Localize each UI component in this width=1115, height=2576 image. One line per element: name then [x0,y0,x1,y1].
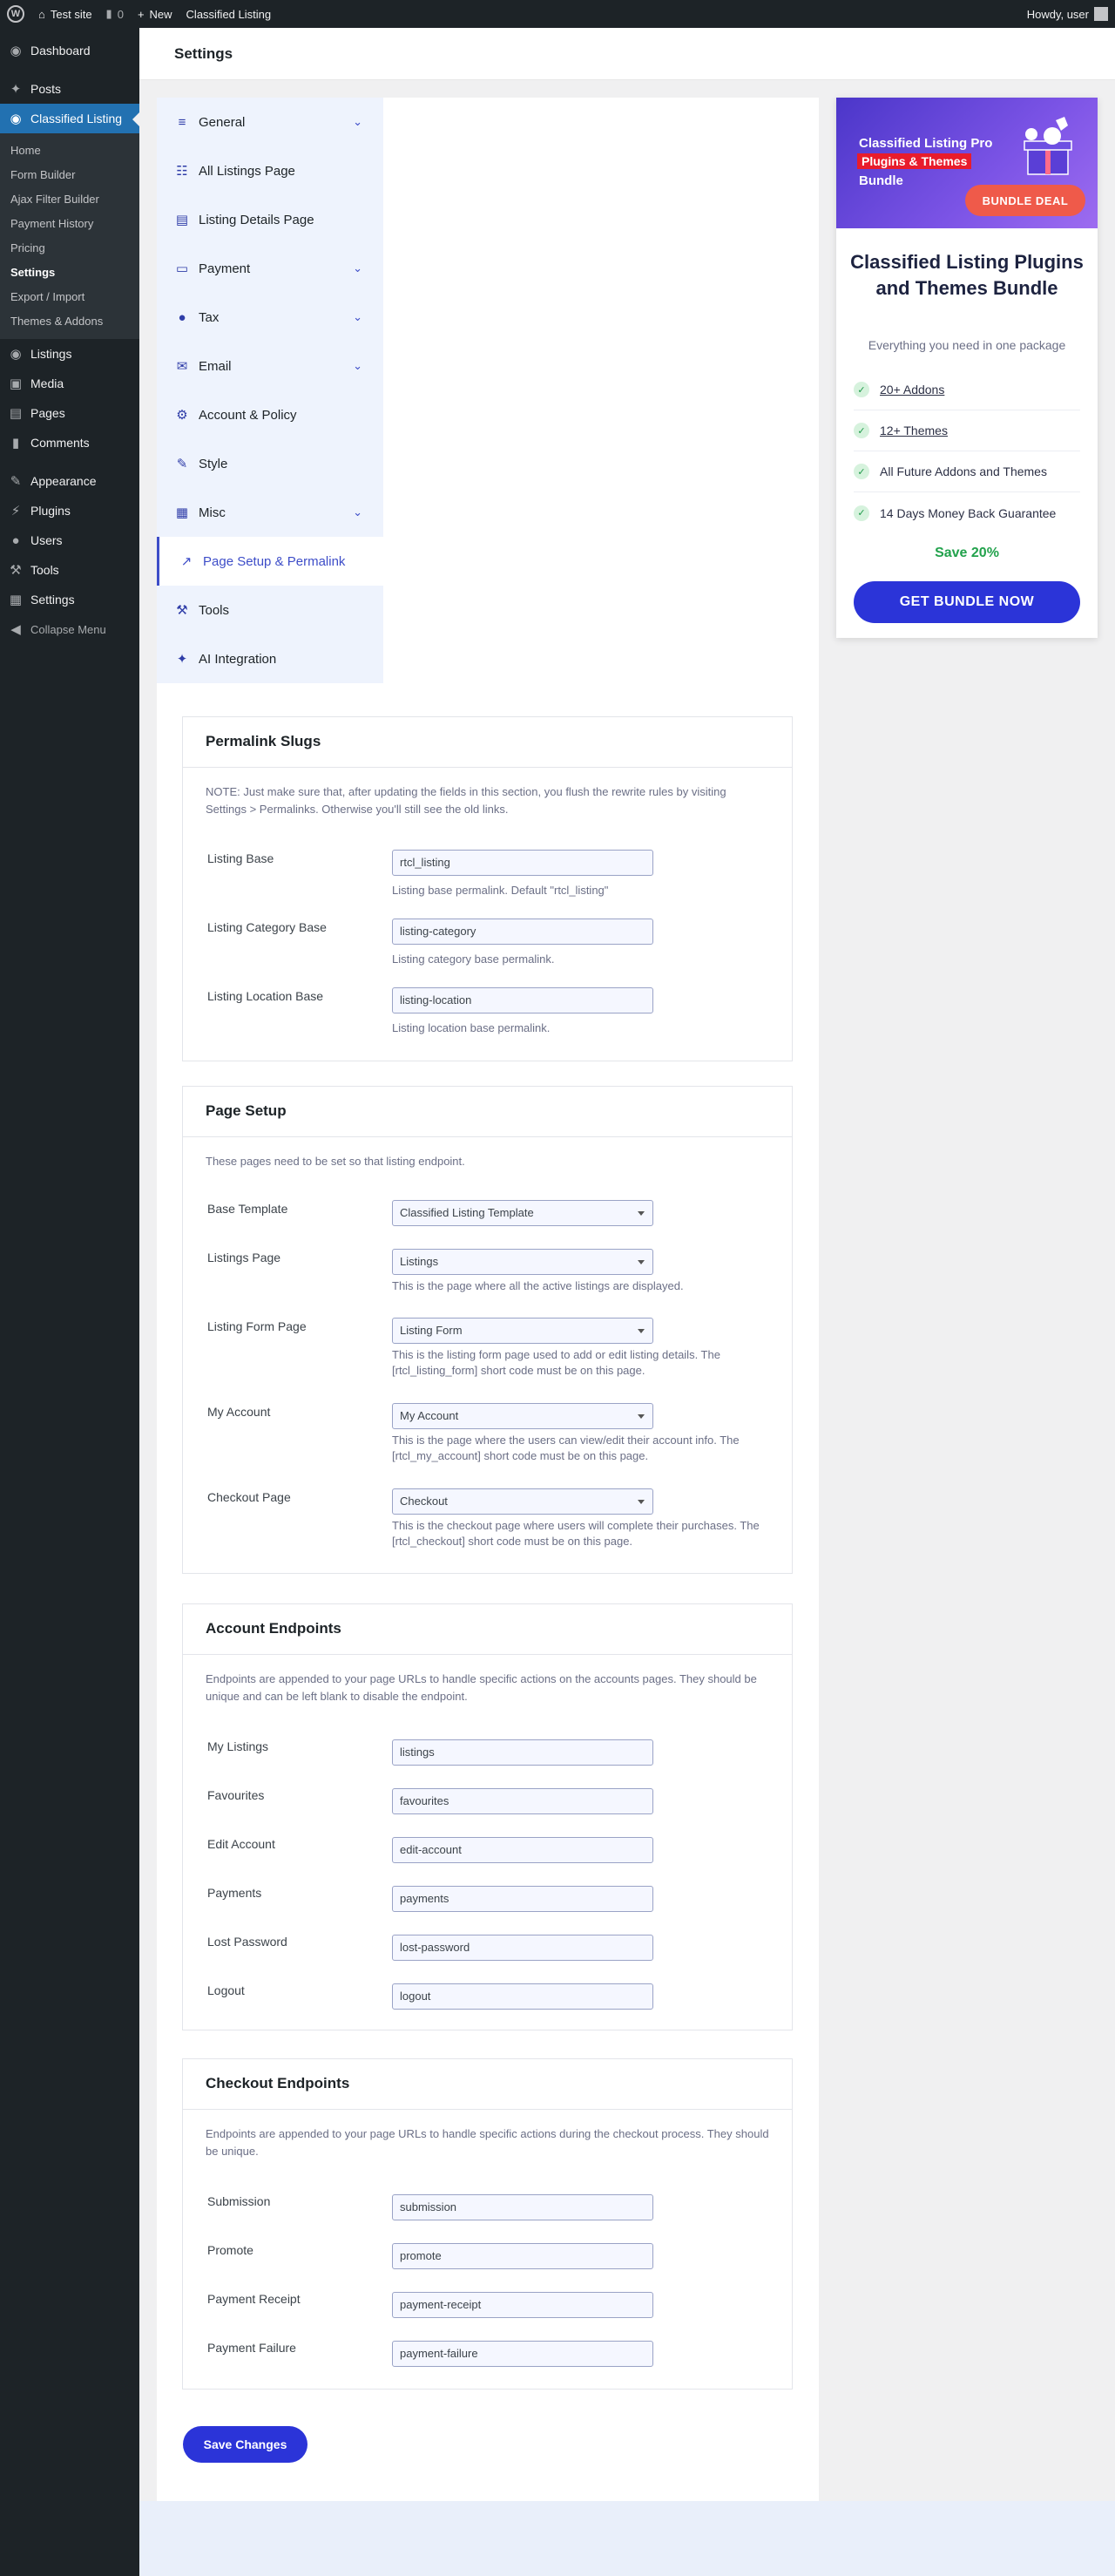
promo-subtitle: Everything you need in one package [868,338,1066,352]
menu-label: Comments [30,436,90,450]
listings-page-select[interactable]: Listings [392,1249,653,1275]
field-label: Listing Location Base [207,989,324,1003]
logout-input[interactable]: logout [392,1983,653,2010]
card-icon: ▭ [175,261,189,276]
list-icon: ☷ [176,164,188,179]
section-note: NOTE: Just make sure that, after updating the fields in this section, you flush the rewrite rules by visiting Settings > Permalinks. Otherwise you'll still see the old links. [206,785,726,816]
tab-label: Misc [199,505,226,520]
feature-future [854,451,1080,492]
listing-category-base-input[interactable]: listing-category [392,919,653,945]
banner-line-3: Bundle [859,173,903,188]
submenu-themes-addons[interactable]: Themes & Addons [10,315,104,328]
promo-title: Classified Listing Plugins and Themes Bundle [850,251,1084,299]
tab-label: Account & Policy [199,407,297,423]
field-desc: This is the page where all the active listings are displayed. [392,1279,684,1292]
section-title: Checkout Endpoints [183,2059,792,2110]
field-label: Payment Failure [207,2341,296,2355]
chevron-down-icon: ⌄ [353,310,362,323]
field-label: My Listings [207,1739,269,1753]
tab-misc[interactable] [157,488,383,537]
comment-icon: ▮ [105,7,112,20]
section-note: These pages need to be set so that listing endpoint. [206,1155,465,1168]
trend-icon: ↗ [180,554,193,569]
field-label: Payment Receipt [207,2292,301,2306]
promo-box [836,98,1098,638]
payment-failure-input[interactable]: payment-failure [392,2341,653,2367]
promote-input[interactable]: promote [392,2243,653,2269]
new-content-link[interactable] [131,0,179,28]
field-desc: This is the listing form page used to add or edit listing details. The [rtcl_listing_form] short code must be on this page. [392,1348,720,1377]
check-icon: ✓ [854,382,869,397]
wrench-icon: ⚒ [176,603,188,618]
user-icon: ● [11,532,20,548]
settings-panel [157,98,819,2501]
menu-label: Classified Listing [30,112,123,125]
menu-label: Media [30,376,64,390]
submenu [0,133,139,339]
menu-dashboard[interactable] [0,36,139,65]
pin-icon: ✦ [10,82,22,97]
field-label: Payments [207,1886,262,1900]
menu-label: Collapse Menu [30,622,106,636]
tab-all-listings[interactable] [157,146,383,195]
tab-tools[interactable] [157,586,383,634]
collapse-menu[interactable] [0,614,139,644]
submenu-settings[interactable]: Settings [10,266,56,279]
section-note: Endpoints are appended to your page URLs to handle specific actions on the accounts pages. They should be unique and can be left blank to disable the endpoint. [206,1672,757,1703]
menu-label: Plugins [30,504,71,518]
field-label: Listing Form Page [207,1319,307,1333]
tab-account-policy[interactable] [157,390,383,439]
tab-ai-integration[interactable] [157,634,383,683]
feature-text: 12+ Themes [880,424,948,437]
comments-link[interactable] [99,0,131,28]
permalink-section [182,716,793,1061]
field-desc: Listing base permalink. Default "rtcl_listing" [392,884,609,897]
field-label: Lost Password [207,1935,287,1949]
menu-appearance[interactable] [0,466,139,496]
menu-tools[interactable] [0,555,139,585]
admin-bar [0,0,1115,28]
collapse-icon: ◀ [10,622,21,637]
menu-label: Tools [30,563,59,577]
menu-label: Listings [30,347,72,361]
sparkle-icon: ✦ [176,652,188,667]
listing-location-base-input[interactable]: listing-location [392,987,653,1013]
settings-tabs [157,98,383,683]
gear-icon: ⚙ [176,408,188,423]
plugin-icon: ⚡ [10,504,21,519]
settings-icon: ▦ [9,593,23,607]
grid-icon: ▦ [175,505,189,520]
site-name: Test site [50,7,92,21]
submenu-payment-history[interactable]: Payment History [10,217,94,230]
filter-icon: ≡ [178,114,186,130]
field-label: Logout [207,1983,245,1997]
tab-label: Page Setup & Permalink [203,553,346,569]
tab-payment[interactable] [157,244,383,293]
get-bundle-button[interactable]: GET BUNDLE NOW [854,581,1080,623]
submenu-ajax-filter[interactable]: Ajax Filter Builder [10,193,99,206]
gift-icon [1010,115,1080,176]
check-icon: ✓ [854,505,869,521]
tab-style[interactable] [157,439,383,488]
wrench-icon: ⚒ [10,563,22,578]
tab-label: Payment [199,261,251,276]
wordpress-icon: W [7,5,24,23]
my-listings-input[interactable]: listings [392,1739,653,1766]
new-label: New [149,7,172,21]
tab-label: All Listings Page [199,163,295,179]
chevron-down-icon: ⌄ [353,115,362,128]
brush-icon: ✎ [176,457,188,471]
tab-label: Style [199,456,228,471]
location-icon: ◉ [10,347,22,362]
menu-plugins[interactable] [0,496,139,525]
field-label: Listing Category Base [207,920,327,934]
promo-feature-list [854,369,1080,533]
favourites-input[interactable]: favourites [392,1788,653,1814]
menu-classified-listing[interactable] [0,104,139,133]
menu-label: Settings [30,593,75,607]
field-label: Listings Page [207,1251,281,1264]
lost-password-input[interactable]: lost-password [392,1935,653,1961]
promo-save-text: Save 20% [935,546,999,560]
save-changes-button[interactable]: Save Changes [183,2426,307,2463]
menu-label: Appearance [30,474,97,488]
plugin-label: Classified Listing [186,7,272,21]
dashboard-icon: ◉ [10,44,22,58]
plugin-link[interactable] [179,0,279,28]
listing-form-page-select[interactable]: Listing Form [392,1318,653,1344]
tab-label: AI Integration [199,651,277,667]
field-label: Favourites [207,1788,265,1802]
account-endpoints-section [182,1603,793,2030]
field-desc: Listing location base permalink. [392,1021,551,1034]
page-header [139,28,1115,80]
tab-label: General [199,114,246,130]
menu-label: Posts [30,82,62,96]
section-title: Page Setup [183,1087,792,1137]
my-account-select[interactable]: My Account [392,1403,653,1429]
menu-label: Users [30,533,63,547]
chevron-down-icon: ⌄ [353,359,362,372]
check-icon: ✓ [854,423,869,438]
tab-page-setup-permalink[interactable] [157,537,383,586]
section-note: Endpoints are appended to your page URLs to handle specific actions during the checkout process. They should be unique. [206,2127,769,2158]
mail-icon: ✉ [176,359,188,374]
menu-label: Pages [30,406,65,420]
feature-text: 14 Days Money Back Guarantee [880,505,1057,520]
feature-text: 20+ Addons [880,383,945,397]
tab-email[interactable] [157,342,383,390]
feature-themes[interactable] [854,410,1080,451]
submenu-export-import[interactable]: Export / Import [10,290,85,303]
plus-icon: + [137,7,145,21]
payment-receipt-input[interactable]: payment-receipt [392,2292,653,2318]
field-label: Submission [207,2194,271,2208]
chevron-down-icon: ⌄ [353,261,362,275]
section-title: Permalink Slugs [183,717,792,768]
field-label: Listing Base [207,851,274,865]
page-setup-section [182,1086,793,1574]
submenu-pricing[interactable]: Pricing [10,241,45,254]
base-template-select[interactable]: Classified Listing Template [392,1200,653,1226]
field-desc: This is the page where the users can view/edit their account info. The [rtcl_my_account] short code must be on this page. [392,1434,740,1462]
brush-icon: ✎ [10,474,22,489]
chevron-down-icon: ⌄ [353,505,362,519]
field-desc: This is the checkout page where users will complete their purchases. The [rtcl_checkout] short code must be on this page. [392,1519,760,1548]
howdy-text: Howdy, user [1026,7,1089,21]
menu-settings[interactable] [0,585,139,614]
checkout-page-select[interactable]: Checkout [392,1488,653,1515]
page-title: Settings [174,45,233,62]
avatar [1094,7,1108,21]
checkout-endpoints-section [182,2058,793,2390]
banner-line-1: Classified Listing Pro [859,136,993,151]
banner-line-2: Plugins & Themes [857,153,971,169]
site-name-link[interactable] [31,0,99,28]
menu-media[interactable] [0,369,139,398]
tab-label: Listing Details Page [199,212,314,227]
edit-account-input[interactable]: edit-account [392,1837,653,1863]
feature-guarantee [854,492,1080,533]
feature-addons[interactable] [854,369,1080,410]
comment-icon: ▮ [11,436,20,451]
comments-count: 0 [117,7,124,21]
tab-tax[interactable] [157,293,383,342]
field-desc: Listing category base permalink. [392,952,555,966]
field-label: Base Template [207,1202,288,1216]
wp-logo-menu[interactable] [0,0,31,28]
media-icon: ▣ [9,376,23,391]
tab-label: Email [199,358,232,374]
menu-users[interactable] [0,525,139,555]
bag-icon: ● [178,309,186,325]
promo-banner[interactable] [836,98,1098,228]
menu-pages[interactable] [0,398,139,428]
field-label: My Account [207,1405,271,1419]
tab-listing-details[interactable] [157,195,383,244]
menu-listings[interactable] [0,339,139,369]
submenu-home[interactable]: Home [10,144,41,157]
account-menu[interactable] [1020,0,1115,28]
menu-posts[interactable] [0,74,139,104]
footer-band [139,2501,1115,2576]
section-title: Account Endpoints [183,1604,792,1655]
menu-comments[interactable] [0,428,139,458]
admin-sidebar [0,28,139,2576]
home-icon: ⌂ [38,7,45,21]
payments-input[interactable]: payments [392,1886,653,1912]
field-label: Checkout Page [207,1490,291,1504]
pages-icon: ▤ [9,406,23,421]
submenu-form-builder[interactable]: Form Builder [10,168,76,181]
bundle-deal-badge: BUNDLE DEAL [965,185,1085,216]
menu-label: Dashboard [30,44,91,58]
tab-label: Tools [199,602,230,618]
tab-label: Tax [199,309,220,325]
submission-input[interactable]: submission [392,2194,653,2220]
field-label: Edit Account [207,1837,275,1851]
feature-text: All Future Addons and Themes [880,464,1047,478]
document-icon: ▤ [175,213,189,227]
check-icon: ✓ [854,464,869,479]
field-label: Promote [207,2243,253,2257]
listing-base-input[interactable]: rtcl_listing [392,850,653,876]
location-icon: ◉ [10,112,22,126]
tab-general[interactable] [157,98,383,146]
